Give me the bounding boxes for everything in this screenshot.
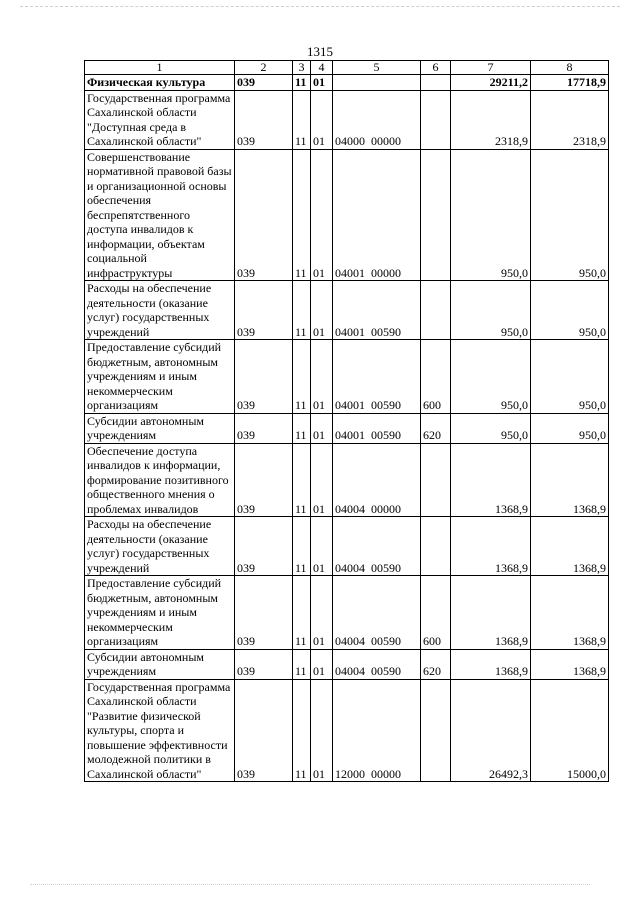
- table-row: [85, 340, 609, 414]
- row-code-cell: 039: [235, 517, 293, 576]
- row-subsection-cell: 01: [311, 679, 333, 782]
- row-section-cell: 11: [293, 413, 311, 443]
- row-code-cell: 039: [235, 340, 293, 414]
- row-subsection-cell: 01: [311, 576, 333, 650]
- header-cell: 3: [293, 61, 311, 75]
- row-subsection-cell: 01: [311, 443, 333, 517]
- row-amount-cell: 950,0: [451, 413, 531, 443]
- table-row: [85, 679, 609, 782]
- table-row: [85, 75, 609, 91]
- row-target-article-cell: 04004 00000: [333, 443, 421, 517]
- row-expense-type-cell: 620: [421, 413, 451, 443]
- row-amount-cell: 950,0: [451, 149, 531, 281]
- header-cell: 8: [531, 61, 609, 75]
- row-name-cell: Предоставление субсидий бюджетным, автономным учреждениям и иным некоммерческим организациям: [85, 340, 235, 414]
- row-name-cell: Предоставление субсидий бюджетным, автономным учреждениям и иным некоммерческим организациям: [85, 576, 235, 650]
- row-expense-type-cell: 600: [421, 576, 451, 650]
- row-amount-cell: 2318,9: [531, 90, 609, 149]
- row-expense-type-cell: [421, 679, 451, 782]
- table-row: [85, 281, 609, 340]
- row-code-cell: 039: [235, 75, 293, 91]
- row-expense-type-cell: [421, 517, 451, 576]
- row-subsection-cell: 01: [311, 149, 333, 281]
- row-amount-cell: 1368,9: [531, 576, 609, 650]
- row-section-cell: 11: [293, 281, 311, 340]
- table-header-row: [85, 61, 609, 75]
- header-cell: 4: [311, 61, 333, 75]
- scan-edge-top: [20, 6, 620, 7]
- header-cell: 2: [235, 61, 293, 75]
- row-name-cell: Субсидии автономным учреждениям: [85, 413, 235, 443]
- row-expense-type-cell: [421, 75, 451, 91]
- header-cell: 5: [333, 61, 421, 75]
- budget-table: [84, 60, 609, 782]
- row-section-cell: 11: [293, 149, 311, 281]
- row-name-cell: Расходы на обеспечение деятельности (оказание услуг) государственных учреждений: [85, 281, 235, 340]
- header-cell: 7: [451, 61, 531, 75]
- row-amount-cell: 15000,0: [531, 679, 609, 782]
- row-section-cell: 11: [293, 443, 311, 517]
- header-cell: 1: [85, 61, 235, 75]
- row-name-cell: Совершенствование нормативной правовой базы и организационной основы обеспечения беспрепятственного доступа инвалидов к информации, объектам социальной инфраструктуры: [85, 149, 235, 281]
- table-row: [85, 413, 609, 443]
- row-code-cell: 039: [235, 281, 293, 340]
- row-target-article-cell: 04001 00590: [333, 340, 421, 414]
- table-row: [85, 90, 609, 149]
- row-target-article-cell: 04004 00590: [333, 576, 421, 650]
- row-amount-cell: 1368,9: [451, 517, 531, 576]
- row-section-cell: 11: [293, 517, 311, 576]
- row-expense-type-cell: 620: [421, 649, 451, 679]
- row-target-article-cell: 12000 00000: [333, 679, 421, 782]
- row-subsection-cell: 01: [311, 649, 333, 679]
- row-amount-cell: 26492,3: [451, 679, 531, 782]
- row-code-cell: 039: [235, 413, 293, 443]
- row-code-cell: 039: [235, 90, 293, 149]
- row-target-article-cell: 04004 00590: [333, 649, 421, 679]
- row-amount-cell: 1368,9: [451, 443, 531, 517]
- row-amount-cell: 950,0: [531, 149, 609, 281]
- row-subsection-cell: 01: [311, 517, 333, 576]
- row-name-cell: Государственная программа Сахалинской области "Развитие физической культуры, спорта и повышение эффективности молодежной политики в Сахалинской области": [85, 679, 235, 782]
- row-amount-cell: 1368,9: [531, 649, 609, 679]
- row-section-cell: 11: [293, 576, 311, 650]
- row-section-cell: 11: [293, 75, 311, 91]
- row-section-cell: 11: [293, 649, 311, 679]
- row-amount-cell: 1368,9: [531, 443, 609, 517]
- row-amount-cell: 1368,9: [451, 576, 531, 650]
- row-expense-type-cell: 600: [421, 340, 451, 414]
- row-name-cell: Обеспечение доступа инвалидов к информации, формирование позитивного общественного мнения о проблемах инвалидов: [85, 443, 235, 517]
- row-amount-cell: 950,0: [531, 340, 609, 414]
- row-code-cell: 039: [235, 149, 293, 281]
- row-amount-cell: 29211,2: [451, 75, 531, 91]
- row-target-article-cell: 04001 00000: [333, 149, 421, 281]
- row-name-cell: Государственная программа Сахалинской области "Доступная среда в Сахалинской области": [85, 90, 235, 149]
- table-row: [85, 517, 609, 576]
- row-subsection-cell: 01: [311, 90, 333, 149]
- table-body: [85, 75, 609, 782]
- row-amount-cell: 1368,9: [531, 517, 609, 576]
- scan-edge-bottom: [30, 884, 590, 885]
- row-amount-cell: 17718,9: [531, 75, 609, 91]
- row-amount-cell: 2318,9: [451, 90, 531, 149]
- row-amount-cell: 950,0: [451, 340, 531, 414]
- table-row: [85, 149, 609, 281]
- row-expense-type-cell: [421, 281, 451, 340]
- row-code-cell: 039: [235, 679, 293, 782]
- row-target-article-cell: 04001 00590: [333, 413, 421, 443]
- row-section-cell: 11: [293, 679, 311, 782]
- row-expense-type-cell: [421, 149, 451, 281]
- row-code-cell: 039: [235, 443, 293, 517]
- row-target-article-cell: [333, 75, 421, 91]
- page-number: 1315: [307, 44, 333, 59]
- header-cell: 6: [421, 61, 451, 75]
- row-amount-cell: 1368,9: [451, 649, 531, 679]
- row-subsection-cell: 01: [311, 340, 333, 414]
- table-row: [85, 443, 609, 517]
- row-amount-cell: 950,0: [531, 281, 609, 340]
- row-subsection-cell: 01: [311, 75, 333, 91]
- row-target-article-cell: 04004 00590: [333, 517, 421, 576]
- row-name-cell: Физическая культура: [85, 75, 235, 91]
- row-target-article-cell: 04000 00000: [333, 90, 421, 149]
- row-subsection-cell: 01: [311, 281, 333, 340]
- row-expense-type-cell: [421, 443, 451, 517]
- row-expense-type-cell: [421, 90, 451, 149]
- row-amount-cell: 950,0: [531, 413, 609, 443]
- row-amount-cell: 950,0: [451, 281, 531, 340]
- table-row: [85, 576, 609, 650]
- row-subsection-cell: 01: [311, 413, 333, 443]
- row-name-cell: Расходы на обеспечение деятельности (оказание услуг) государственных учреждений: [85, 517, 235, 576]
- row-code-cell: 039: [235, 649, 293, 679]
- row-section-cell: 11: [293, 90, 311, 149]
- row-target-article-cell: 04001 00590: [333, 281, 421, 340]
- row-name-cell: Субсидии автономным учреждениям: [85, 649, 235, 679]
- row-code-cell: 039: [235, 576, 293, 650]
- row-section-cell: 11: [293, 340, 311, 414]
- table-row: [85, 649, 609, 679]
